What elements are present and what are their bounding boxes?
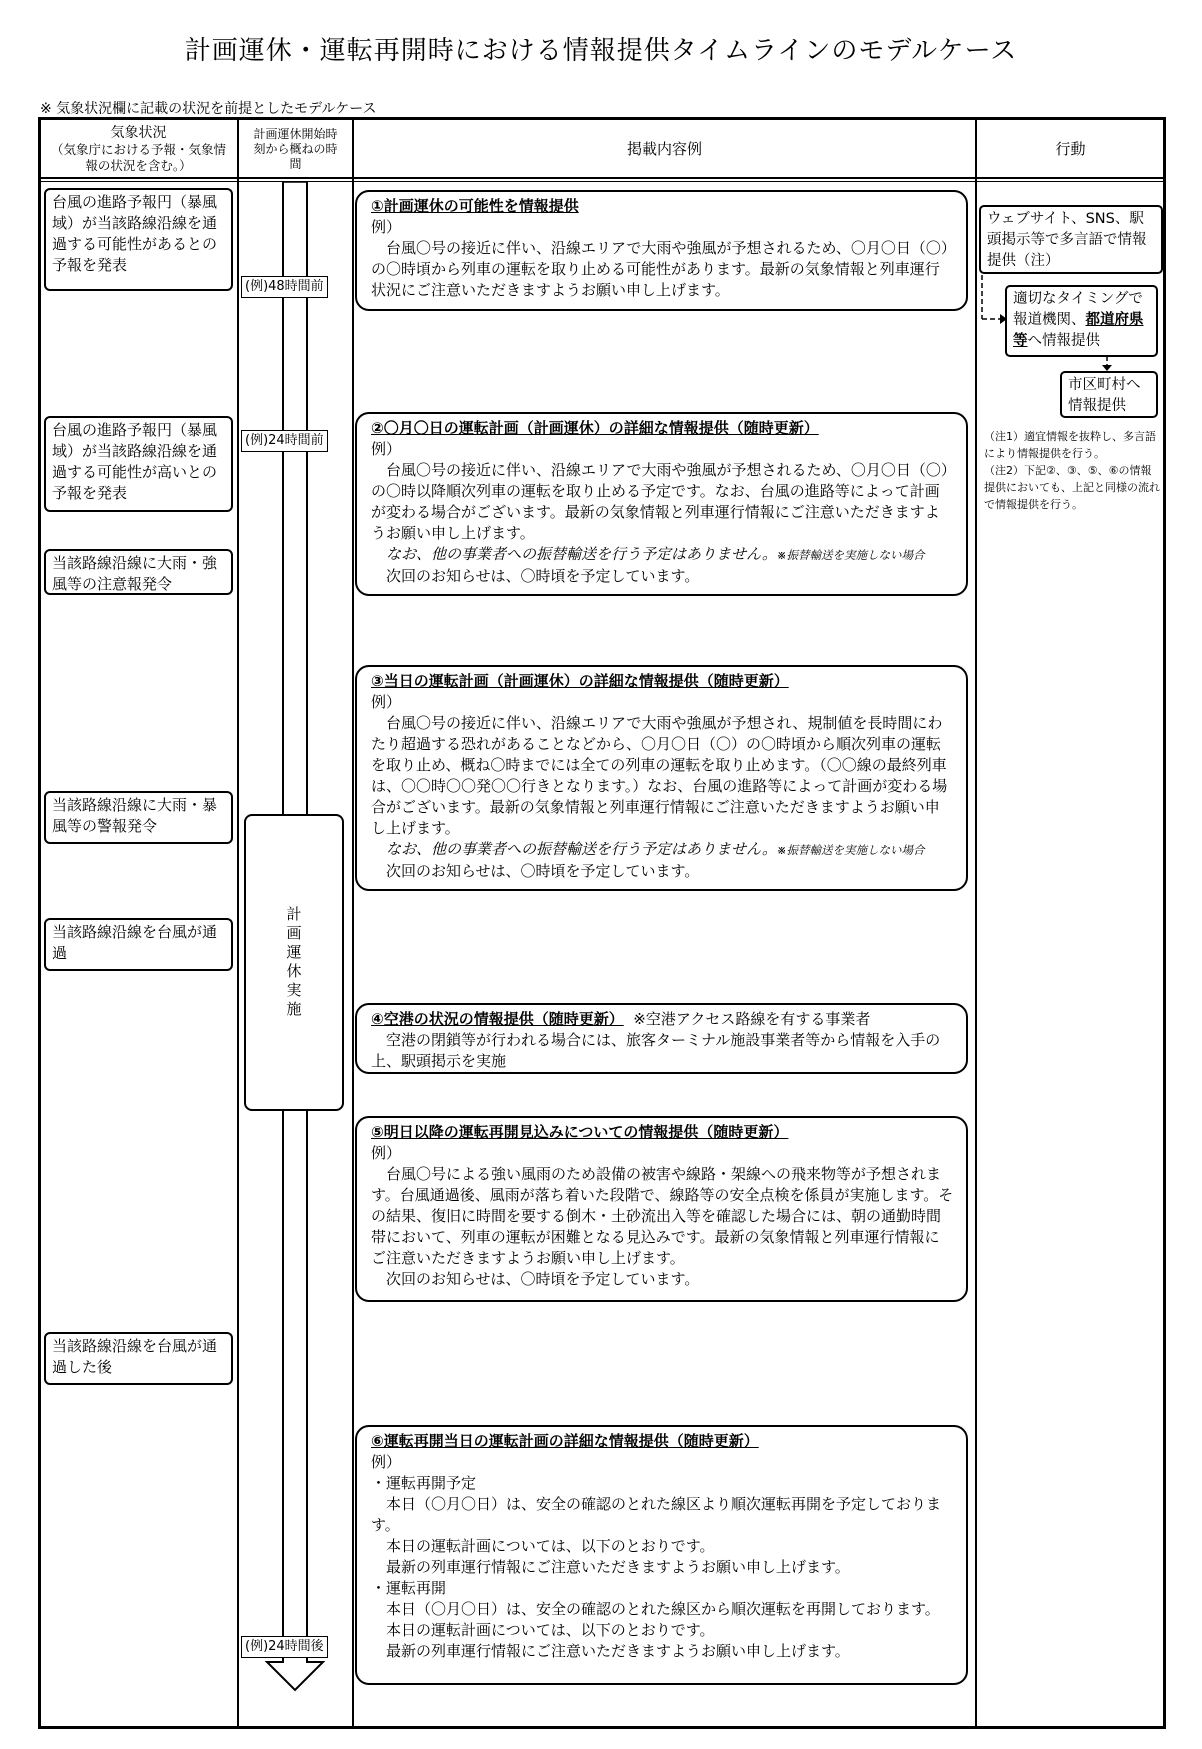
timing-label-48h: (例)48時間前 [241, 276, 328, 298]
transfer-note-text: なお、他の事業者への振替輸送を行う予定はありません。 [386, 545, 777, 563]
weather-box: 台風の進路予報円（暴風域）が当該路線沿線を通過する可能性があるとの予報を発表 [44, 188, 233, 291]
weather-box: 当該路線沿線を台風が通過した後 [44, 1332, 233, 1385]
header-weather-title: 気象状況 [110, 124, 167, 141]
content-line: 最新の列車運行情報にご注意いただきますようお願い申し上げます。 [386, 1558, 850, 1576]
action-press-text: 適切なタイミングで報道機関、 [1013, 291, 1143, 328]
transfer-note-condition: ※振替輸送を実施しない場合 [776, 548, 925, 562]
weather-box: 台風の進路予報円（暴風域）が当該路線沿線を通過する可能性が高いとの予報を発表 [44, 416, 233, 512]
page-title: 計画運休・運転再開時における情報提供タイムラインのモデルケース [184, 36, 1018, 66]
weather-box: 当該路線沿線に大雨・暴風等の警報発令 [44, 791, 233, 844]
suspension-label: 計画運休実施 [284, 906, 303, 1020]
content-heading: ⑥運転再開当日の運転計画の詳細な情報提供（随時更新） [371, 1432, 759, 1450]
header-timing-line: 計画運休開始時 [253, 126, 338, 141]
next-notice: 次回のお知らせは、〇時頃を予定しています。 [386, 862, 700, 880]
header-action: 行動 [1055, 139, 1086, 158]
weather-box: 当該路線沿線を台風が通過 [44, 918, 233, 971]
action-press-prefecture: 都道府県等 [1013, 312, 1144, 349]
header-timing-line: 刻から概ねの時 [253, 141, 338, 156]
example-label: 例） [371, 1453, 402, 1471]
note-1: （注1）適宜情報を抜粋し、多言語により情報提供を行う。 [984, 430, 1156, 460]
content-box-6 [355, 1425, 968, 1685]
content-heading: ②〇月〇日の運転計画（計画運休）の詳細な情報提供（随時更新） [371, 419, 819, 437]
content-box-2 [355, 412, 968, 596]
resume-plan-label: ・運転再開予定 [371, 1474, 477, 1492]
header-timing-line: 間 [289, 156, 302, 171]
transfer-note [371, 544, 954, 566]
content-heading: ④空港の状況の情報提供（随時更新） [371, 1010, 624, 1028]
content-heading-row [371, 1009, 954, 1030]
transfer-note [371, 839, 954, 861]
resumed-label: ・運転再開 [371, 1579, 447, 1597]
header-divider [38, 181, 1166, 182]
action-flow-arrows [976, 270, 1166, 380]
header-weather [40, 120, 237, 178]
example-label: 例） [371, 218, 402, 236]
header-weather-sub: （気象庁における予報・気象情 [50, 142, 226, 158]
header-timing [239, 120, 352, 178]
transfer-note-condition: ※振替輸送を実施しない場合 [776, 843, 925, 857]
content-box-1 [355, 190, 968, 311]
content-line: 最新の列車運行情報にご注意いただきますようお願い申し上げます。 [386, 1642, 850, 1660]
content-line: 本日（〇月〇日）は、安全の確認のとれた線区から順次運転を再開しております。 [386, 1600, 940, 1618]
content-box-5 [355, 1116, 968, 1302]
content-body: 台風〇号の接近に伴い、沿線エリアで大雨や強風が予想されるため、〇月〇日（〇）の〇時頃から列車の運転を取り止める可能性があります。最新の気象情報と列車運行状況にご注意いただきますようお願い申し上げます。 [371, 239, 949, 299]
content-heading: ⑤明日以降の運転再開見込みについての情報提供（随時更新） [371, 1123, 789, 1141]
content-box-3 [355, 665, 968, 891]
content-line: 本日の運転計画については、以下のとおりです。 [386, 1621, 715, 1639]
example-label: 例） [371, 440, 402, 458]
action-box-municipality: 市区町村へ情報提供 [1060, 371, 1158, 418]
header-content: 掲載内容例 [626, 139, 702, 158]
transfer-note-text: なお、他の事業者への振替輸送を行う予定はありません。 [386, 840, 777, 858]
content-body: 台風〇号による強い風雨のため設備の被害や線路・架線への飛来物等が予想されます。台風通過後、風雨が落ち着いた段階で、線路等の安全点検を係員が実施します。その結果、復旧に時間を要する倒木・土砂流出入等を確認した場合には、朝の通勤時間帯において、列車の運転が困難となる見込みです。最新の気象情報と列車運行情報にご注意いただきますようお願い申し上げます。 [371, 1165, 954, 1267]
timing-label-24h-after: (例)24時間後 [241, 1636, 328, 1658]
header-weather-sub: 報の状況を含む。） [85, 157, 192, 173]
content-heading: ①計画運休の可能性を情報提供 [371, 197, 579, 215]
content-body: 台風〇号の接近に伴い、沿線エリアで大雨や強風が予想され、規制値を長時間にわたり超過する恐れがあることなどから、〇月〇日（〇）の〇時頃から順次列車の運転を取り止め、概ね〇時までには全ての列車の運転を取り止めます。（〇〇線の最終列車は、〇〇時〇〇発〇〇行きとなります。）なお、台風の進路等によって計画が変わる場合がございます。最新の気象情報と列車運行情報にご注意いただきますようお願い申し上げます。 [371, 714, 948, 837]
content-box-4 [355, 1003, 968, 1074]
timing-label-24h: (例)24時間前 [241, 430, 328, 452]
column-divider [352, 117, 354, 1729]
content-body: 空港の閉鎖等が行われる場合には、旅客ターミナル施設事業者等から情報を入手の上、駅頭掲示を実施 [371, 1031, 941, 1070]
premise-note: ※ 気象状況欄に記載の状況を前提としたモデルケース [40, 101, 377, 117]
content-heading: ③当日の運転計画（計画運休）の詳細な情報提供（随時更新） [371, 672, 789, 690]
content-line: 本日の運転計画については、以下のとおりです。 [386, 1537, 715, 1555]
action-box-web: ウェブサイト、SNS、駅頭掲示等で多言語で情報提供（注） [979, 205, 1163, 274]
next-notice: 次回のお知らせは、〇時頃を予定しています。 [386, 567, 700, 585]
note-2: （注2）下記②、③、⑤、⑥の情報提供においても、上記と同様の流れで情報提供を行う。 [984, 464, 1160, 511]
action-notes [984, 428, 1162, 513]
next-notice: 次回のお知らせは、〇時頃を予定しています。 [386, 1270, 700, 1288]
content-body: 台風〇号の接近に伴い、沿線エリアで大雨や強風が予想されるため、〇月〇日（〇）の〇時以降順次列車の運転を取り止める予定です。なお、台風の進路等によって計画が変わる場合がございます。最新の気象情報と列車運行情報にご注意いただきますようお願い申し上げます。 [371, 461, 949, 542]
action-press-text-end: へ情報提供 [1027, 333, 1100, 349]
weather-box: 当該路線沿線に大雨・強風等の注意報発令 [44, 549, 233, 595]
content-heading-note: ※空港アクセス路線を有する事業者 [633, 1010, 871, 1028]
suspension-period-box [244, 814, 344, 1111]
example-label: 例） [371, 1144, 402, 1162]
content-line: 本日（〇月〇日）は、安全の確認のとれた線区より順次運転再開を予定しております。 [371, 1495, 942, 1534]
example-label: 例） [371, 693, 402, 711]
